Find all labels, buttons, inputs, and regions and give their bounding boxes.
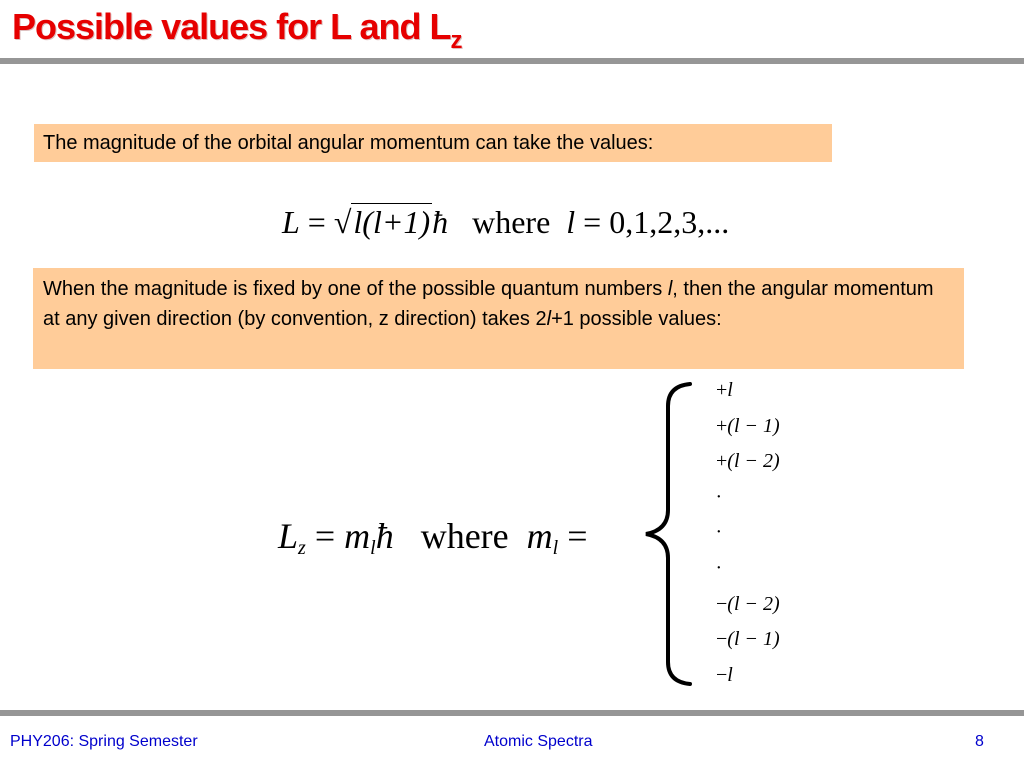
ml-value-sign: + (716, 379, 728, 401)
ml-value-item (716, 409, 780, 445)
ml-value-sign: + (716, 450, 728, 473)
magnitude-equation (282, 194, 729, 250)
ml-value-expr: (l − 1) (727, 414, 780, 437)
ml-value-item (716, 622, 780, 658)
box2-var-2: l (546, 308, 552, 330)
box2-text-2: , then the angular momentum at any given direction (by convention, z direction) takes 2 (43, 278, 934, 330)
eq1-values: = 0,1,2,3,... (583, 204, 730, 240)
footer-page-number: 8 (975, 733, 984, 750)
ml-value-item (716, 551, 780, 587)
footer-topic: Atomic Spectra (484, 733, 593, 750)
eq1-equals: = (307, 204, 326, 240)
eq2-lhs-sub: z (298, 537, 306, 559)
eq2-m: m (344, 516, 371, 556)
lz-equation (278, 508, 588, 576)
eq2-lhs: L (278, 516, 299, 556)
slide-title (12, 2, 462, 66)
eq2-where: where (420, 516, 509, 556)
title-text: Possible values for L and L (12, 6, 451, 47)
title-subscript: z (450, 27, 463, 54)
eq1-where: where (472, 204, 551, 240)
box2-text-1: When the magnitude is fixed by one of the possible quantum numbers (43, 278, 668, 300)
footer-course: PHY206: Spring Semester (10, 733, 198, 750)
box2-var-1: l (667, 278, 673, 300)
ml-value-expr: · (716, 521, 721, 544)
quantization-box (33, 268, 964, 369)
eq1-var: l (566, 204, 576, 240)
ml-value-expr: (l − 2) (727, 592, 780, 615)
eq2-m2-sub: l (552, 537, 559, 559)
eq2-equals-1: = (314, 516, 336, 556)
ml-value-expr: · (716, 556, 721, 579)
intro-text: The magnitude of the orbital angular momentum can take the values: (43, 132, 654, 154)
ml-value-sign: + (716, 414, 728, 437)
ml-value-expr: (l − 1) (727, 628, 780, 651)
ml-value-item (716, 480, 780, 516)
ml-value-expr: (l − 2) (727, 450, 780, 473)
eq1-radicand: l(l+1) (353, 204, 431, 240)
intro-box (34, 124, 832, 162)
ml-value-item (716, 515, 780, 551)
ml-value-item (716, 444, 780, 480)
ml-value-item (716, 373, 780, 409)
ml-value-sign: − (716, 663, 728, 686)
eq2-equals-2: = (567, 516, 588, 556)
top-divider (0, 58, 1024, 64)
ml-value-expr: · (716, 485, 721, 508)
ml-value-sign: − (716, 628, 728, 651)
ml-value-expr: l (727, 379, 733, 401)
eq1-hbar: ħ (432, 204, 449, 240)
eq1-lhs: L (282, 204, 300, 240)
bottom-divider (0, 710, 1024, 716)
eq2-hbar: ħ (375, 516, 394, 556)
ml-value-expr: l (727, 663, 733, 686)
sqrt-symbol: √ (333, 204, 352, 240)
eq2-m-sub: l (370, 537, 376, 559)
ml-values-list (716, 373, 780, 693)
left-brace-icon (638, 382, 694, 686)
ml-value-sign: − (716, 592, 728, 615)
ml-value-item (716, 587, 780, 623)
eq2-m2: m (526, 516, 553, 556)
box2-text-3: +1 possible values: (551, 308, 722, 330)
ml-value-item (716, 658, 780, 694)
